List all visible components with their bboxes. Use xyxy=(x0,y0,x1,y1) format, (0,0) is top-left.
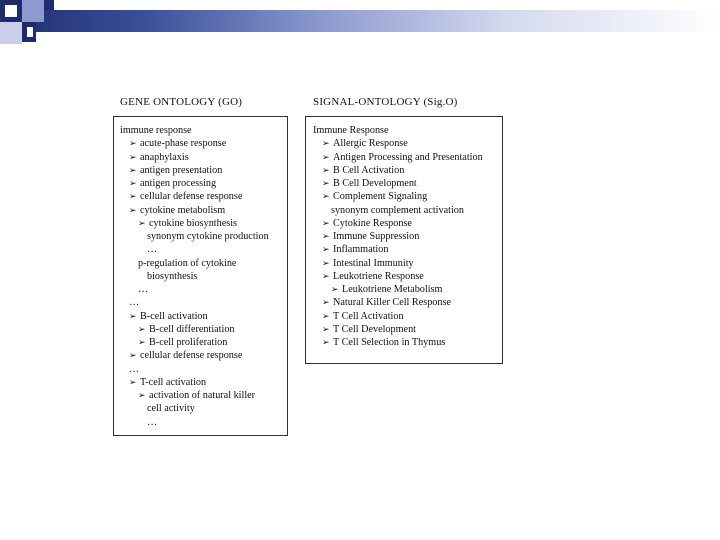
go-tree-item xyxy=(114,336,287,349)
go-tree-item xyxy=(114,230,287,243)
go-tree-item xyxy=(114,389,287,402)
go-item-label: T-cell activation xyxy=(140,376,207,388)
go-tree-item xyxy=(114,363,287,376)
sigo-tree-item xyxy=(306,243,502,256)
sigo-tree-item xyxy=(306,177,502,190)
go-tree-item xyxy=(114,243,287,256)
arrow-bullet-icon: ➢ xyxy=(129,138,137,149)
sigo-tree-item xyxy=(306,230,502,243)
sigo-tree-item xyxy=(306,190,502,203)
sigo-tree-item xyxy=(306,151,502,164)
go-tree-item xyxy=(114,283,287,296)
arrow-bullet-icon: ➢ xyxy=(129,178,137,188)
go-item-label: … xyxy=(138,284,149,295)
go-item-label: cytokine metabolism xyxy=(140,204,226,216)
sigo-tree-item xyxy=(306,270,502,283)
sigo-item-label: Leukotriene Response xyxy=(333,270,424,282)
arrow-bullet-icon: ➢ xyxy=(322,151,330,162)
go-item-label: … xyxy=(147,416,158,428)
go-item-label: p-regulation of cytokine xyxy=(138,257,237,269)
sigo-tree-box xyxy=(305,116,503,364)
arrow-bullet-icon: ➢ xyxy=(322,310,330,321)
arrow-bullet-icon: ➢ xyxy=(322,164,330,175)
arrow-bullet-icon: ➢ xyxy=(322,191,330,202)
go-item-label: antigen processing xyxy=(140,178,217,189)
go-item-label: … xyxy=(147,244,158,256)
sigo-item-label: synonym complement activation xyxy=(331,204,464,216)
sigo-item-label: Cytokine Response xyxy=(333,217,412,229)
go-item-label: cellular defense response xyxy=(140,350,243,362)
go-item-label: B-cell activation xyxy=(140,310,208,322)
sigo-tree-item xyxy=(306,204,502,217)
sigo-item-label: Leukotriene Metabolism xyxy=(342,284,443,295)
arrow-bullet-icon: ➢ xyxy=(129,376,137,387)
decor-square-6 xyxy=(5,5,17,17)
go-tree-item xyxy=(114,190,287,203)
sigo-item-label: Natural Killer Cell Response xyxy=(333,297,451,309)
go-tree-item xyxy=(114,204,287,217)
go-tree-item xyxy=(114,310,287,323)
decor-square-7 xyxy=(27,27,33,37)
sigo-item-label: Inflammation xyxy=(333,244,389,256)
go-item-label: cellular defense response xyxy=(140,191,243,203)
arrow-bullet-icon: ➢ xyxy=(129,191,137,202)
sigo-item-label: Antigen Processing and Presentation xyxy=(333,151,483,163)
go-item-label: … xyxy=(129,363,140,375)
arrow-bullet-icon: ➢ xyxy=(129,310,137,321)
go-tree-item xyxy=(114,177,287,190)
arrow-bullet-icon: ➢ xyxy=(138,323,146,334)
arrow-bullet-icon: ➢ xyxy=(322,337,330,347)
arrow-bullet-icon: ➢ xyxy=(138,337,146,347)
go-item-label: … xyxy=(129,297,140,309)
decor-square-3 xyxy=(44,0,54,10)
sigo-item-label: Immune Suppression xyxy=(333,231,420,242)
header-gradient-bar xyxy=(0,10,720,32)
arrow-bullet-icon: ➢ xyxy=(322,297,330,308)
arrow-bullet-icon: ➢ xyxy=(322,323,330,334)
go-tree-item xyxy=(114,296,287,309)
go-tree-item xyxy=(114,270,287,283)
go-item-label: B-cell differentiation xyxy=(149,323,235,335)
go-item-label: B-cell proliferation xyxy=(149,337,228,348)
arrow-bullet-icon: ➢ xyxy=(138,217,146,228)
sigo-tree-item xyxy=(306,164,502,177)
sigo-item-label: B Cell Activation xyxy=(333,164,405,176)
sigo-tree-item xyxy=(306,323,502,336)
sigo-tree-item xyxy=(306,257,502,270)
arrow-bullet-icon: ➢ xyxy=(322,217,330,228)
arrow-bullet-icon: ➢ xyxy=(331,284,339,294)
arrow-bullet-icon: ➢ xyxy=(322,257,330,268)
sigo-item-label: Immune Response xyxy=(313,125,389,136)
arrow-bullet-icon: ➢ xyxy=(322,244,330,255)
go-tree-item xyxy=(114,137,287,150)
go-tree-item xyxy=(114,323,287,336)
sigo-item-label: Allergic Response xyxy=(333,138,408,150)
sigo-tree-item xyxy=(306,296,502,309)
go-item-label: activation of natural killer xyxy=(149,390,256,401)
sigo-item-label: Complement Signaling xyxy=(333,191,428,203)
go-tree-item xyxy=(114,124,287,137)
go-item-label: anaphylaxis xyxy=(140,151,189,163)
go-tree-item xyxy=(114,257,287,270)
decor-square-2 xyxy=(22,0,44,22)
arrow-bullet-icon: ➢ xyxy=(322,231,330,241)
go-tree-item xyxy=(114,416,287,429)
go-tree-item xyxy=(114,349,287,362)
sigo-title: SIGNAL-ONTOLOGY (Sig.O) xyxy=(313,96,458,108)
go-item-label: synonym cytokine production xyxy=(147,231,269,242)
go-item-label: cytokine biosynthesis xyxy=(149,217,238,229)
go-item-label: cell activity xyxy=(147,403,195,415)
sigo-tree-item xyxy=(306,137,502,150)
sigo-item-label: T Cell Selection in Thymus xyxy=(333,337,446,348)
go-item-label: antigen presentation xyxy=(140,164,223,176)
go-title: GENE ONTOLOGY (GO) xyxy=(120,96,243,108)
arrow-bullet-icon: ➢ xyxy=(129,164,137,175)
sigo-tree-item xyxy=(306,283,502,296)
go-tree-box xyxy=(113,116,288,436)
go-tree-item xyxy=(114,402,287,415)
go-item-label: biosynthesis xyxy=(147,270,198,282)
go-tree-item xyxy=(114,164,287,177)
arrow-bullet-icon: ➢ xyxy=(322,178,330,188)
sigo-tree-item xyxy=(306,217,502,230)
arrow-bullet-icon: ➢ xyxy=(129,350,137,361)
go-item-label: acute-phase response xyxy=(140,138,227,150)
sigo-item-label: Intestinal Immunity xyxy=(333,257,414,269)
sigo-tree-item xyxy=(306,310,502,323)
sigo-tree-item xyxy=(306,124,502,137)
go-tree-item xyxy=(114,151,287,164)
arrow-bullet-icon: ➢ xyxy=(129,151,137,162)
arrow-bullet-icon: ➢ xyxy=(138,390,146,400)
arrow-bullet-icon: ➢ xyxy=(322,270,330,281)
go-item-label: immune response xyxy=(120,125,192,136)
sigo-tree-item xyxy=(306,336,502,349)
arrow-bullet-icon: ➢ xyxy=(322,138,330,149)
arrow-bullet-icon: ➢ xyxy=(129,204,137,215)
sigo-item-label: T Cell Activation xyxy=(333,310,404,322)
sigo-item-label: B Cell Development xyxy=(333,178,417,189)
go-tree-item xyxy=(114,376,287,389)
go-tree-item xyxy=(114,217,287,230)
sigo-item-label: T Cell Development xyxy=(333,323,416,335)
decor-square-4 xyxy=(0,22,22,44)
